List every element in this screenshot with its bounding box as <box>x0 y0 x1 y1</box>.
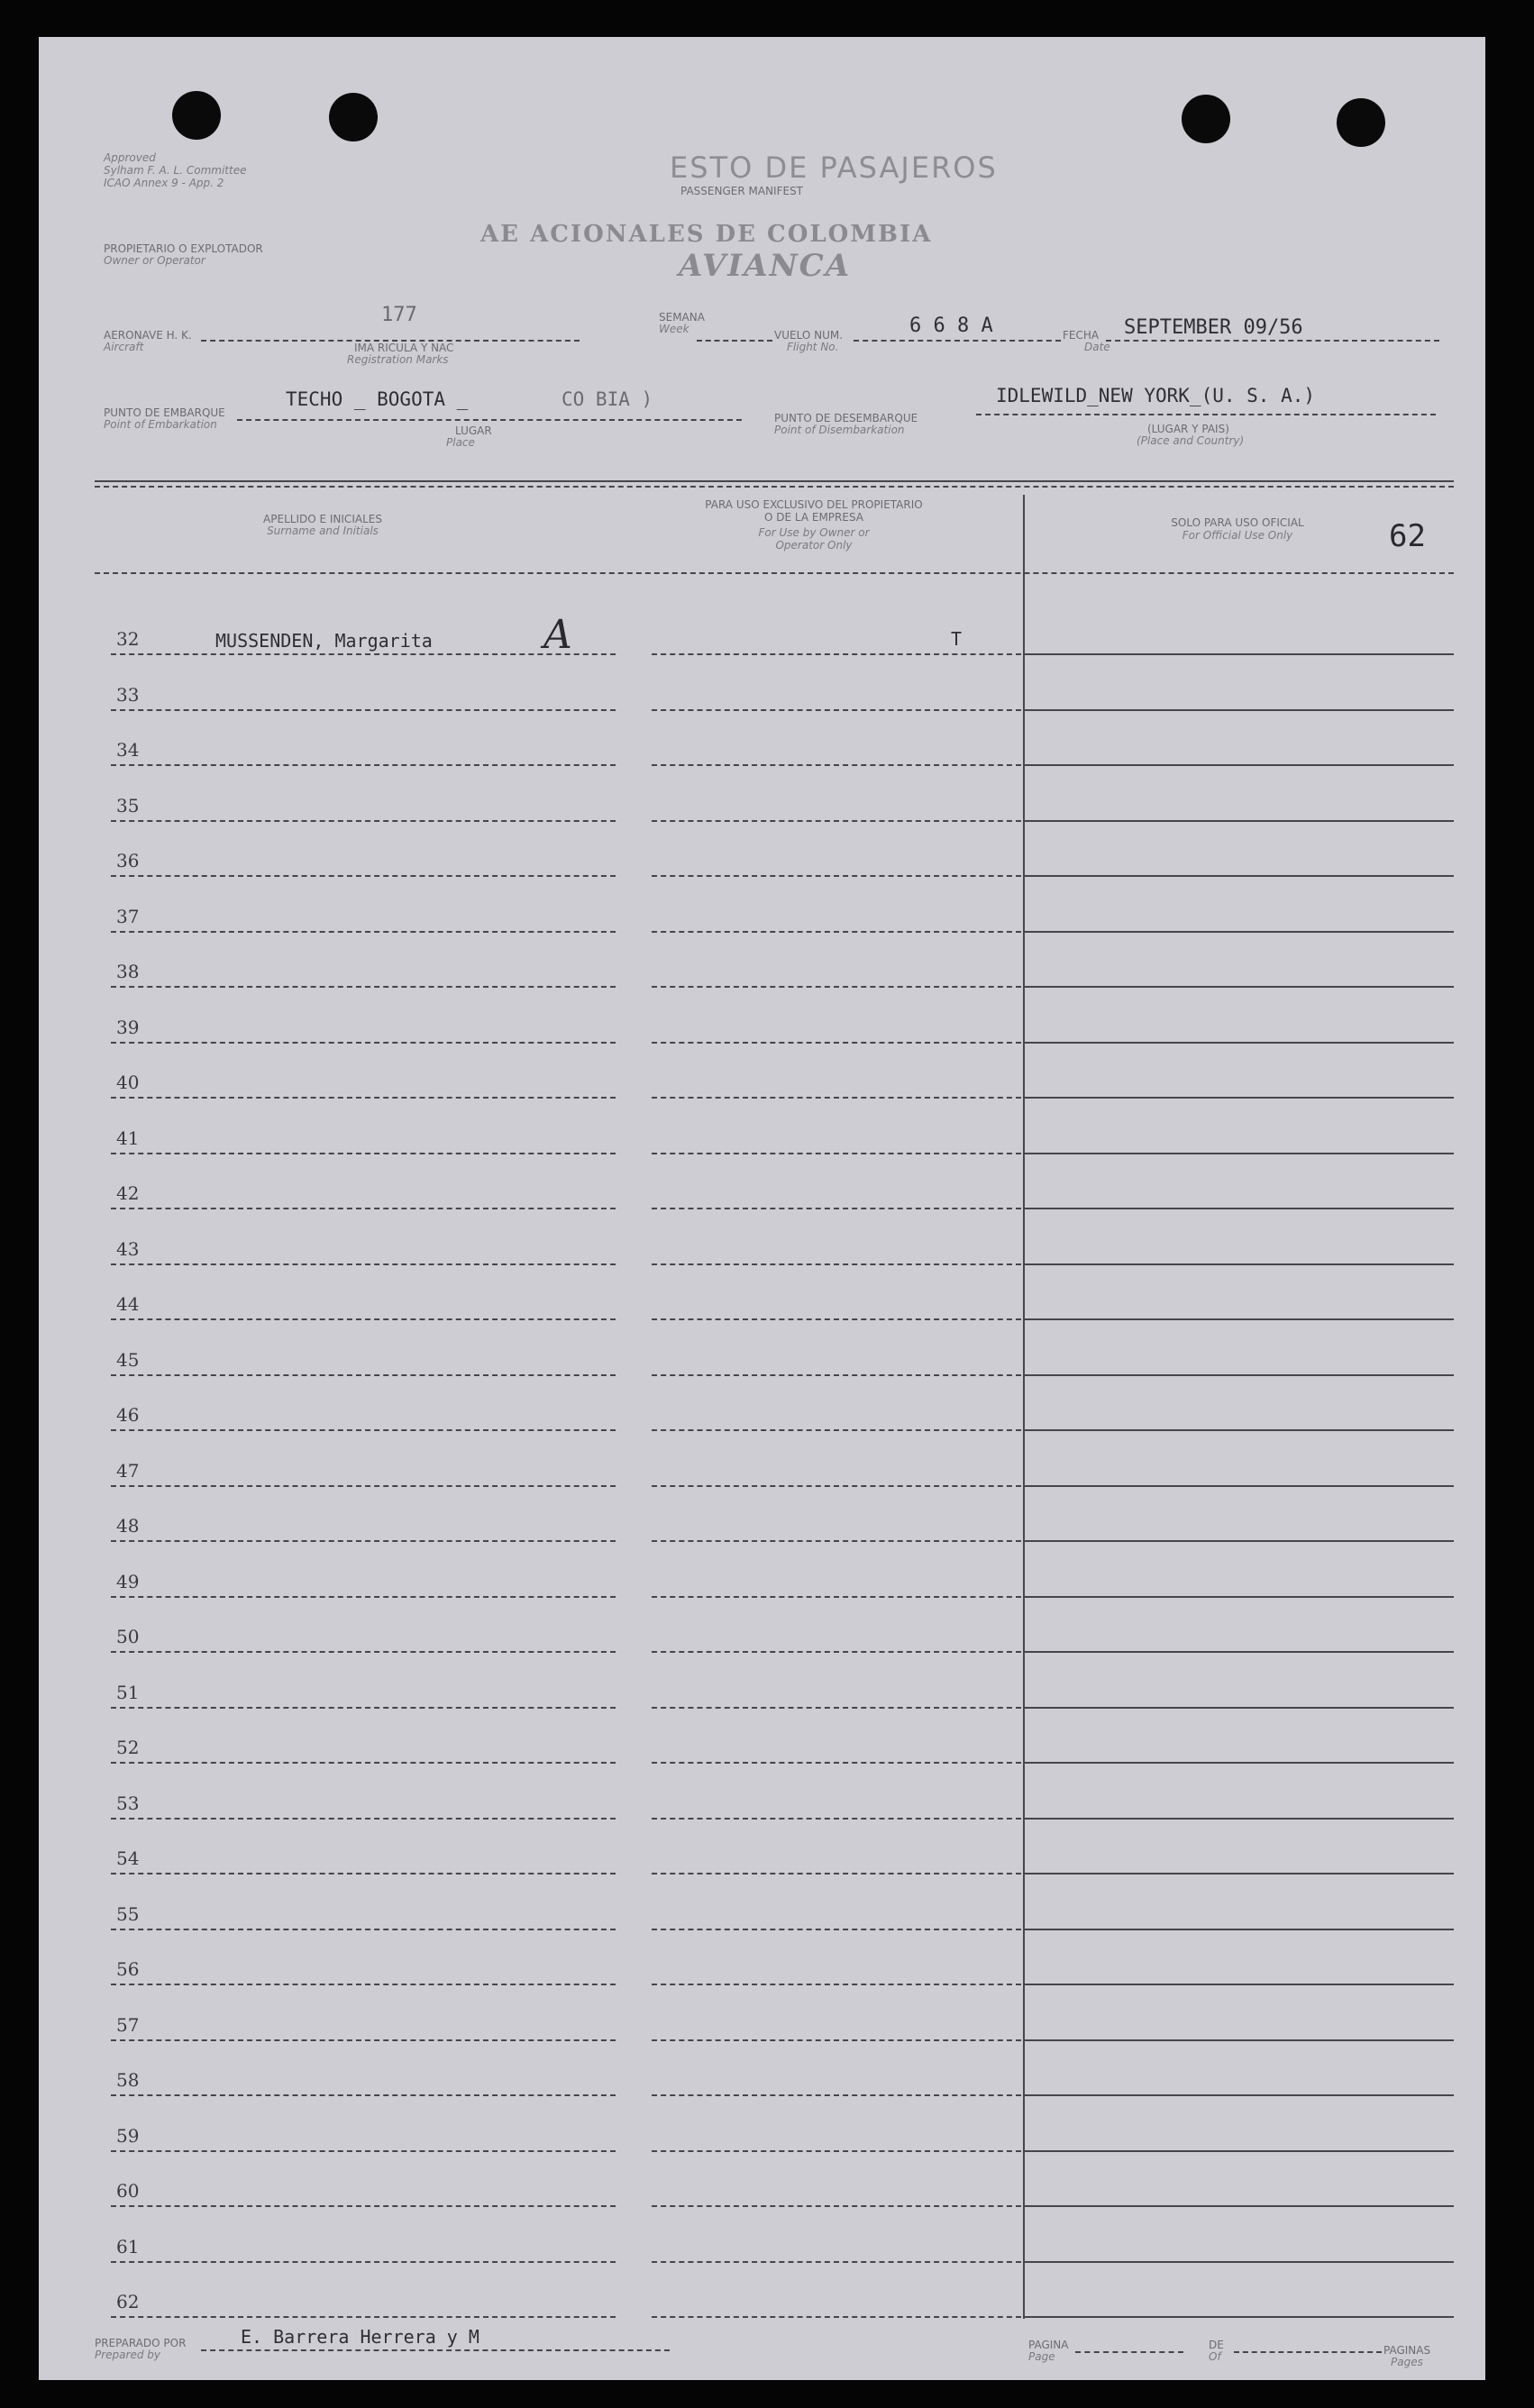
company-name: AVIANCA <box>679 248 852 284</box>
registration-label-en: Registration Marks <box>347 353 449 366</box>
row-number: 56 <box>116 1958 140 1980</box>
row-number: 59 <box>116 2125 140 2147</box>
aircraft-label-en: Aircraft <box>104 341 144 353</box>
row-number: 33 <box>116 684 140 706</box>
manifest-sheet <box>39 37 1485 2380</box>
col-official-header-en: For Official Use Only <box>1182 529 1293 542</box>
col-name-header: APELLIDO E INICIALES <box>263 513 382 525</box>
row-number: 44 <box>116 1293 140 1315</box>
row-number: 54 <box>116 1847 140 1869</box>
row-number: 41 <box>116 1127 140 1149</box>
disembark-sub-en: (Place and Country) <box>1137 434 1245 447</box>
aircraft-value: 177 <box>381 304 417 326</box>
embark-value-2: CO BIA ) <box>562 388 653 410</box>
row-number: 51 <box>116 1682 140 1703</box>
prepared-label-en: Prepared by <box>95 2349 160 2361</box>
punch-hole <box>329 93 378 141</box>
aircraft-label: AERONAVE H. K. <box>104 329 192 342</box>
row-number: 37 <box>116 906 140 927</box>
registration-label: IMA RICULA Y NAC <box>354 342 454 354</box>
row-number: 50 <box>116 1626 140 1647</box>
row-number: 49 <box>116 1571 140 1592</box>
row-number: 35 <box>116 795 140 816</box>
of-label: DE <box>1209 2339 1224 2351</box>
row-number: 55 <box>116 1903 140 1925</box>
page-number: 62 <box>1389 518 1426 554</box>
row-number: 43 <box>116 1238 140 1260</box>
column-divider <box>1023 495 1025 2319</box>
disembark-sub: (LUGAR Y PAIS) <box>1147 423 1229 435</box>
week-label-en: Week <box>659 323 689 335</box>
flight-label: VUELO NUM. <box>774 329 844 342</box>
col-owner-header-en: For Use by Owner or <box>758 526 870 539</box>
approval-line: Approved <box>104 151 156 164</box>
prepared-value: E. Barrera Herrera y M <box>241 2326 479 2348</box>
owner-label-en: Owner or Operator <box>104 254 205 267</box>
date-value: SEPTEMBER 09/56 <box>1124 316 1303 339</box>
row-number: 62 <box>116 2291 140 2312</box>
embark-value: TECHO _ BOGOTA _ <box>286 388 469 410</box>
row-number: 47 <box>116 1460 140 1482</box>
row-number: 57 <box>116 2014 140 2036</box>
row-number: 42 <box>116 1182 140 1204</box>
row-number: 48 <box>116 1515 140 1537</box>
embark-label: PUNTO DE EMBARQUE <box>104 406 225 419</box>
row-number: 58 <box>116 2069 140 2091</box>
row-number: 53 <box>116 1792 140 1814</box>
row-number: 45 <box>116 1349 140 1371</box>
of-label-en: Of <box>1209 2350 1221 2363</box>
manifest-title-en: PASSENGER MANIFEST <box>680 185 804 197</box>
row-number: 52 <box>116 1737 140 1758</box>
disembark-label: PUNTO DE DESEMBARQUE <box>774 412 918 424</box>
passenger-name: MUSSENDEN, Margarita <box>215 630 433 652</box>
row-number: 36 <box>116 850 140 871</box>
col-owner-header-2: O DE LA EMPRESA <box>763 511 864 524</box>
manifest-title: ESTO DE PASAJEROS <box>670 150 998 185</box>
company-line: AE ACIONALES DE COLOMBIA <box>480 221 933 248</box>
col-official-header: SOLO PARA USO OFICIAL <box>1171 516 1304 529</box>
owner-label: PROPIETARIO O EXPLOTADOR <box>104 242 263 255</box>
row-number: 46 <box>116 1404 140 1426</box>
col-owner-header: PARA USO EXCLUSIVO DEL PROPIETARIO <box>705 498 923 511</box>
week-label: SEMANA <box>659 311 705 324</box>
handwritten-mark: A <box>543 612 572 658</box>
disembark-label-en: Point of Disembarkation <box>774 424 905 436</box>
punch-hole <box>1337 98 1385 147</box>
page-label-en: Page <box>1028 2350 1055 2363</box>
embark-sub: LUGAR <box>455 424 492 437</box>
prepared-label: PREPARADO POR <box>95 2337 187 2349</box>
pages-label: PAGINAS <box>1383 2344 1431 2357</box>
col-owner-header-en-2: Operator Only <box>775 539 853 552</box>
row-number: 38 <box>116 961 140 982</box>
approval-line: Sylham F. A. L. Committee <box>104 164 247 177</box>
date-label: FECHA <box>1063 329 1100 342</box>
row-number: 32 <box>116 628 140 650</box>
col-name-header-en: Surname and Initials <box>267 524 379 537</box>
owner-column-value: T <box>951 628 963 650</box>
row-number: 40 <box>116 1072 140 1093</box>
flight-value: 6 6 8 A <box>909 315 993 337</box>
embark-sub-en: Place <box>446 436 475 449</box>
approval-line: ICAO Annex 9 - App. 2 <box>104 177 224 189</box>
embark-label-en: Point of Embarkation <box>104 418 217 431</box>
row-number: 61 <box>116 2236 140 2258</box>
row-number: 60 <box>116 2180 140 2202</box>
date-label-en: Date <box>1084 341 1110 353</box>
pages-label-en: Pages <box>1391 2356 1423 2368</box>
page-label: PAGINA <box>1028 2339 1069 2351</box>
row-number: 39 <box>116 1017 140 1038</box>
disembark-value: IDLEWILD_NEW YORK_(U. S. A.) <box>996 385 1316 406</box>
flight-label-en: Flight No. <box>787 341 839 353</box>
row-number: 34 <box>116 739 140 761</box>
punch-hole <box>1182 95 1230 143</box>
punch-hole <box>172 91 221 140</box>
